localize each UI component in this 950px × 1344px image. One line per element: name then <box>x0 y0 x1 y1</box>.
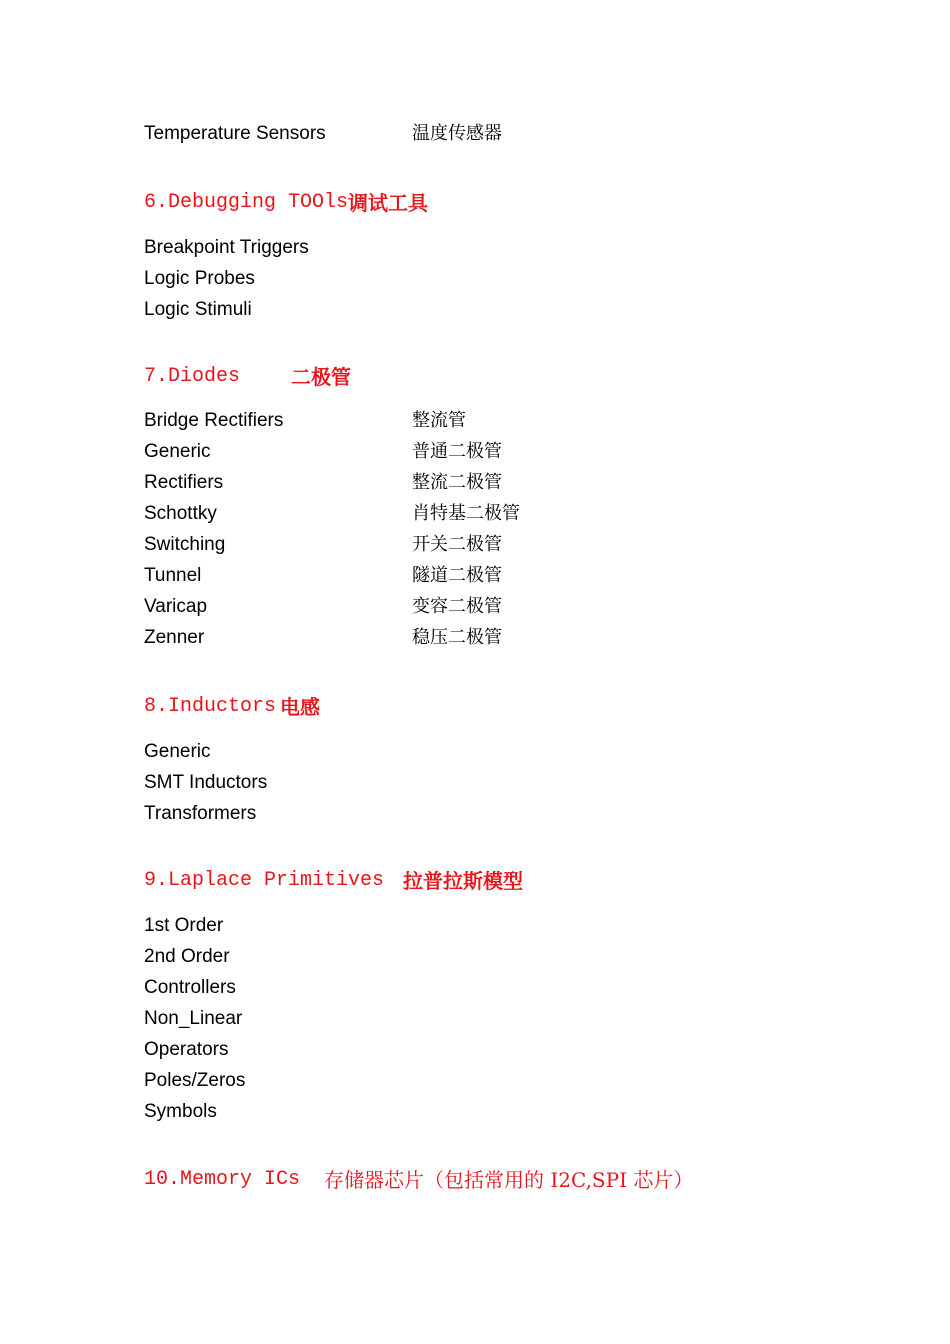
list-item <box>144 738 784 766</box>
section-title-en: Laplace Primitives <box>168 869 385 892</box>
list-item <box>144 593 784 621</box>
list-item <box>144 407 784 435</box>
section-heading-memory-ics <box>144 1164 844 1196</box>
list-item <box>144 624 784 652</box>
list-item <box>144 1036 784 1064</box>
item-label-cn: 普通二极管 <box>412 441 502 462</box>
item-label-en: Transformers <box>144 803 257 824</box>
list-item <box>144 943 784 971</box>
section-heading-inductors <box>144 691 844 723</box>
list-item <box>144 1067 784 1095</box>
section-title-en: Diodes <box>168 365 241 388</box>
list-item <box>144 531 784 559</box>
item-label-en: Temperature Sensors <box>144 123 326 144</box>
item-label-en: Non_Linear <box>144 1008 243 1029</box>
item-label-en: Switching <box>144 534 226 555</box>
item-label-en: Schottky <box>144 503 217 524</box>
list-item <box>144 120 784 148</box>
list-item <box>144 265 784 293</box>
item-label-cn: 整流管 <box>412 410 466 431</box>
section-number: 8. <box>144 695 169 718</box>
section-title-en: Debugging TOOls <box>168 191 349 214</box>
list-item <box>144 562 784 590</box>
item-label-en: 1st Order <box>144 915 224 936</box>
item-label-en: Operators <box>144 1039 229 1060</box>
item-label-en: Bridge Rectifiers <box>144 410 284 431</box>
list-item <box>144 1098 784 1126</box>
list-item <box>144 769 784 797</box>
item-label-en: Tunnel <box>144 565 202 586</box>
item-label-cn: 变容二极管 <box>412 596 502 617</box>
item-label-en: Controllers <box>144 977 236 998</box>
section-title-cn: 存储器芯片（包括常用的 I2C,SPI 芯片） <box>324 1168 694 1192</box>
list-item <box>144 500 784 528</box>
item-label-en: Varicap <box>144 596 208 617</box>
section-title-cn: 拉普拉斯模型 <box>403 869 523 893</box>
section-number: 6. <box>144 191 169 214</box>
section-number: 7. <box>144 365 169 388</box>
list-item <box>144 1005 784 1033</box>
section-title-cn: 二极管 <box>291 365 351 389</box>
item-label-en: Generic <box>144 741 211 762</box>
section-heading-diodes <box>144 361 844 393</box>
item-label-en: Logic Stimuli <box>144 299 252 320</box>
item-label-en: Logic Probes <box>144 268 255 289</box>
section-heading-debugging-tools <box>144 187 844 219</box>
section-heading-laplace-primitives <box>144 865 844 897</box>
item-label-en: Rectifiers <box>144 472 224 493</box>
item-label-en: Poles/Zeros <box>144 1070 246 1091</box>
list-item <box>144 469 784 497</box>
section-title-en: Memory ICs <box>180 1168 301 1191</box>
item-label-cn: 开关二极管 <box>412 534 502 555</box>
list-item <box>144 296 784 324</box>
section-title-cn: 电感 <box>280 695 320 719</box>
item-label-en: SMT Inductors <box>144 772 268 793</box>
item-label-cn: 隧道二极管 <box>412 565 502 586</box>
section-number: 10. <box>144 1168 181 1191</box>
section-number: 9. <box>144 869 169 892</box>
list-item <box>144 234 784 262</box>
list-item <box>144 974 784 1002</box>
item-label-cn: 温度传感器 <box>412 123 502 144</box>
item-label-en: Breakpoint Triggers <box>144 237 309 258</box>
item-label-en: Generic <box>144 441 211 462</box>
list-item <box>144 912 784 940</box>
item-label-cn: 肖特基二极管 <box>412 503 520 524</box>
item-label-cn: 稳压二极管 <box>412 627 502 648</box>
list-item <box>144 438 784 466</box>
item-label-en: Zenner <box>144 627 205 648</box>
list-item <box>144 800 784 828</box>
item-label-en: 2nd Order <box>144 946 230 967</box>
section-title-cn: 调试工具 <box>348 191 428 215</box>
item-label-en: Symbols <box>144 1101 217 1122</box>
item-label-cn: 整流二极管 <box>412 472 502 493</box>
section-title-en: Inductors <box>168 695 277 718</box>
